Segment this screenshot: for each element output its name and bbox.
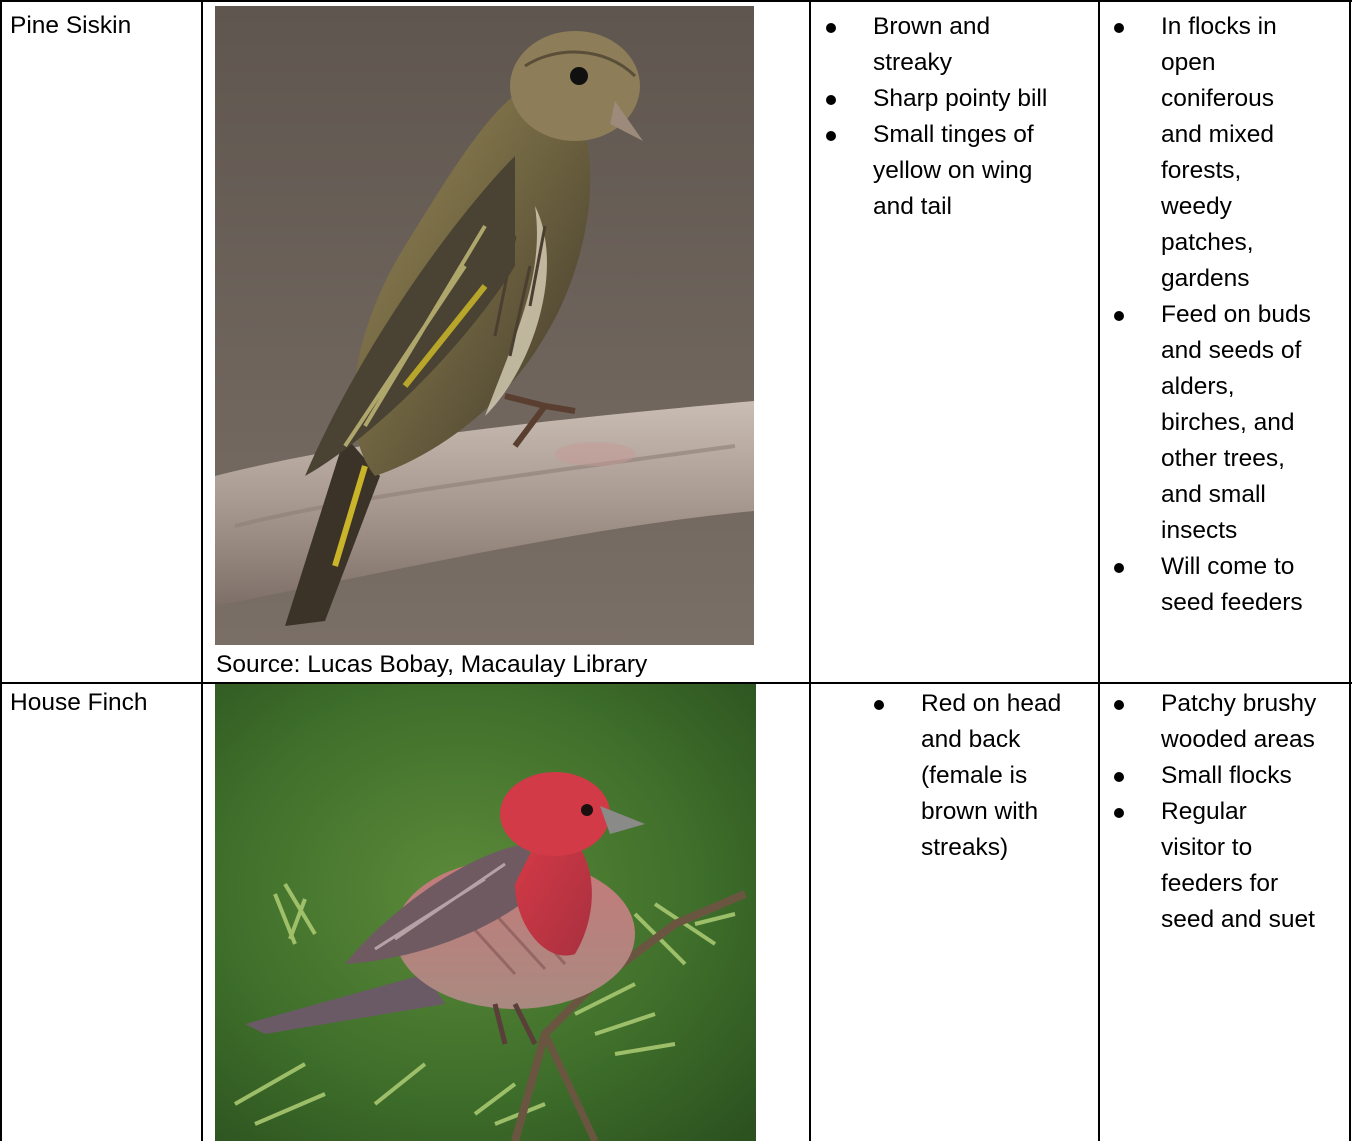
- pine-siskin-photo: [215, 6, 754, 645]
- house-finch-photo: [215, 684, 756, 1141]
- bullet-icon: [826, 131, 836, 141]
- bullet-icon: [874, 700, 884, 710]
- list-item: Small flocks: [1161, 758, 1316, 794]
- bird-name: Pine Siskin: [10, 12, 132, 39]
- list-item: Red on head and back (female is brown with streaks): [921, 686, 1061, 866]
- table-divider-1: [201, 0, 203, 1141]
- bullet-icon: [1114, 23, 1124, 33]
- table-divider-3: [1098, 0, 1100, 1141]
- table-border-left: [0, 0, 2, 1141]
- habitat-list: [1161, 9, 1311, 621]
- table-border-top: [0, 0, 1352, 2]
- bullet-icon: [1114, 700, 1124, 710]
- photo-caption: Source: Lucas Bobay, Macaulay Library: [216, 651, 648, 678]
- list-item: Regular visitor to feeders for seed and suet: [1161, 794, 1316, 938]
- bullet-icon: [1114, 808, 1124, 818]
- list-item: Brown and streaky: [873, 9, 1047, 81]
- list-item: Sharp pointy bill: [873, 81, 1047, 117]
- table-divider-2: [809, 0, 811, 1141]
- appearance-list: [921, 686, 1061, 866]
- table-border-right: [1349, 0, 1351, 1141]
- list-item: In flocks in open coniferous and mixed forests, weedy patches, gardens: [1161, 9, 1311, 297]
- bullet-icon: [1114, 311, 1124, 321]
- list-item: Feed on buds and seeds of alders, birches, and other trees, and small insects: [1161, 297, 1311, 549]
- appearance-list: [873, 9, 1047, 225]
- list-item: Small tinges of yellow on wing and tail: [873, 117, 1047, 225]
- bullet-icon: [826, 23, 836, 33]
- list-item: Patchy brushy wooded areas: [1161, 686, 1316, 758]
- bullet-icon: [1114, 563, 1124, 573]
- habitat-list: [1161, 686, 1316, 938]
- bullet-icon: [1114, 772, 1124, 782]
- bird-name: House Finch: [10, 689, 148, 716]
- bullet-icon: [826, 95, 836, 105]
- list-item: Will come to seed feeders: [1161, 549, 1311, 621]
